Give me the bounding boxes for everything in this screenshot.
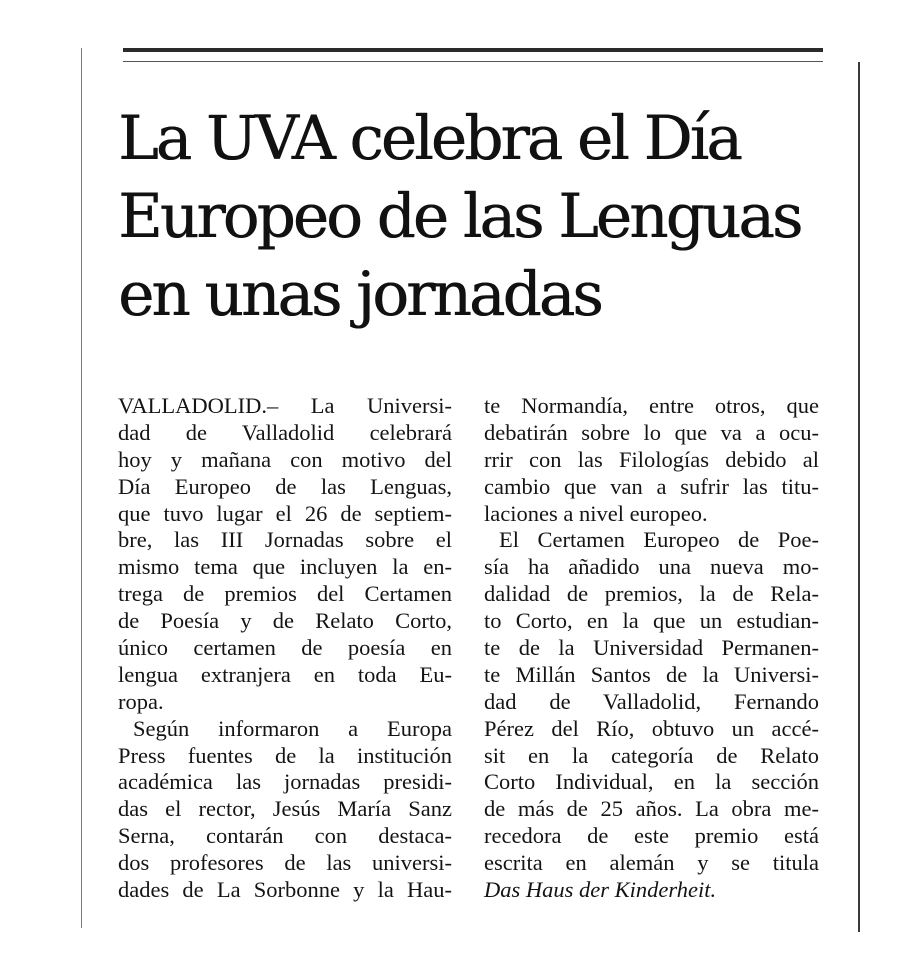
text-line: El Certamen Europeo de Poe- xyxy=(499,527,819,553)
text-line: laciones a nivel europeo. xyxy=(484,500,708,526)
text-line: dades de La Sorbonne y la Hau- xyxy=(118,877,452,903)
text-line: académica las jornadas presidi- xyxy=(118,769,452,795)
text-line: de Poesía y de Relato Corto, xyxy=(118,608,452,634)
right-column-rule xyxy=(858,62,860,932)
text-line: recedora de este premio está xyxy=(484,823,819,849)
left-column-rule xyxy=(81,48,82,928)
headline-line: Europeo de las Lenguas xyxy=(118,181,801,252)
text-line: de más de 25 años. La obra me- xyxy=(484,796,819,822)
text-line: cambio que van a sufrir las titu- xyxy=(484,473,819,499)
text-line: sía ha añadido una nueva mo- xyxy=(484,554,819,580)
top-rule-thin xyxy=(123,61,823,62)
article-column-1 xyxy=(118,393,452,904)
headline-line: La UVA celebra el Día xyxy=(118,103,740,174)
text-line: dad de Valladolid celebrará xyxy=(118,419,452,445)
text-line: que tuvo lugar el 26 de septiem- xyxy=(118,500,452,526)
text-line: trega de premios del Certamen xyxy=(118,581,452,607)
text-line: único certamen de poesía en xyxy=(118,635,452,661)
top-rule xyxy=(123,48,823,52)
text-line: Día Europeo de las Lenguas, xyxy=(118,473,452,499)
text-line: to Corto, en la que un estudian- xyxy=(484,608,819,634)
text-line: rrir con las Filologías debido al xyxy=(484,446,819,472)
text-line: debatirán sobre lo que va a ocu- xyxy=(484,419,819,445)
text-line xyxy=(484,877,819,904)
text-line: mismo tema que incluyen la en- xyxy=(118,554,452,580)
text-line: dos profesores de las universi- xyxy=(118,850,452,876)
text-line: Pérez del Río, obtuvo un accé- xyxy=(484,715,819,741)
article-column-2 xyxy=(484,393,819,904)
text-line: bre, las III Jornadas sobre el xyxy=(118,527,452,553)
text-line: dalidad de premios, la de Rela- xyxy=(484,581,819,607)
headline-line: en unas jornadas xyxy=(118,259,601,330)
text-line: dad de Valladolid, Fernando xyxy=(484,688,819,714)
text-line: VALLADOLID.– La Universi- xyxy=(118,393,452,418)
text-line: Corto Individual, en la sección xyxy=(484,769,819,795)
text-line: te de la Universidad Permanen- xyxy=(484,635,819,661)
book-title: Das Haus der Kinderheit. xyxy=(484,877,717,903)
headline xyxy=(118,100,838,334)
text-line: Serna, contarán con destaca- xyxy=(118,823,452,849)
text-line: ropa. xyxy=(118,688,164,714)
text-line: das el rector, Jesús María Sanz xyxy=(118,796,452,822)
text-line: hoy y mañana con motivo del xyxy=(118,446,452,472)
text-line: Según informaron a Europa xyxy=(133,715,452,741)
text-line: lengua extranjera en toda Eu- xyxy=(118,661,452,687)
text-line: escrita en alemán y se titula xyxy=(484,850,819,876)
text-line: te Normandía, entre otros, que xyxy=(484,393,819,418)
text-line: te Millán Santos de la Universi- xyxy=(484,661,819,687)
text-line: Press fuentes de la institución xyxy=(118,742,452,768)
text-line: sit en la categoría de Relato xyxy=(484,742,819,768)
